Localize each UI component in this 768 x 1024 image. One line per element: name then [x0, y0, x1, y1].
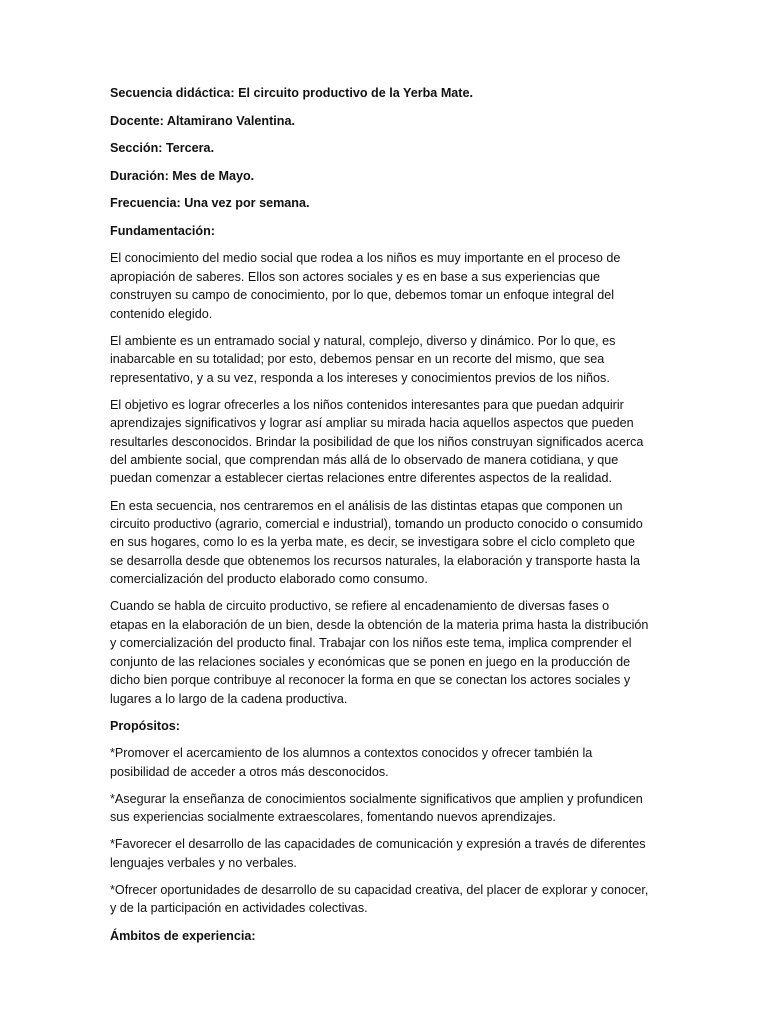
fundamentacion-paragraph-1: El conocimiento del medio social que rodea a los niños es muy importante en el proceso de apropiación de saberes. Ellos son actores sociales y es en base a sus experiencias que construyen su campo de conocimiento, por lo que, debemos tomar un enfoque integral del contenido elegido.	[110, 251, 621, 321]
fundamentacion-paragraph-5: Cuando se habla de circuito productivo, se refiere al encadenamiento de diversas fases o etapas en la elaboración de un bien, desde la obtención de la materia prima hasta la distribución y comercialización del producto final. Trabajar con los niños este tema, implica comprender el conjunto de las relaciones sociales y económicas que se ponen en juego en la producción de dicho bien porque contribuye al reconocer la forma en que se conectan los actores sociales y lugares a lo largo de la cadena productiva.	[110, 599, 649, 706]
section-line: Sección: Tercera.	[110, 141, 215, 156]
fundamentacion-paragraph-3: El objetivo es lograr ofrecerles a los niños contenidos interesantes para que puedan adquirir aprendizajes significativos y lograr así ampliar su mirada hacia aquellos aspectos que pueden resultarles desconocidos. Brindar la posibilidad de que los niños construyan significados acerca del ambiente social, que comprendan más allá de lo observado de manera cotidiana, y que puedan comenzar a establecer ciertas relaciones entre diferentes aspectos de la realidad.	[110, 397, 644, 486]
purpose-item-1: *Promover el acercamiento de los alumnos a contextos conocidos y ofrecer también la posibilidad de acceder a otros más desconocidos.	[110, 746, 593, 779]
purpose-item-2: *Asegurar la enseñanza de conocimientos socialmente significativos que amplien y profundicen sus experiencias socialmente extraescolares, fomentando nuevos aprendizajes.	[110, 791, 643, 825]
purpose-item-3: *Favorecer el desarrollo de las capacidades de comunicación y expresión a través de diferentes lenguajes verbales y no verbales.	[110, 837, 646, 870]
document-page	[110, 84, 650, 954]
fundamentacion-paragraph-4: En esta secuencia, nos centraremos en el análisis de las distintas etapas que componen un circuito productivo (agrario, comercial e industrial), tomando un producto conocido o consumido en sus hogares, como lo es la yerba mate, es decir, se investigara sobre el ciclo completo que se desarrolla desde que obtenemos los recursos naturales, la elaboración y transporte hasta la comercialización del producto elaborado como consumo.	[110, 498, 643, 587]
purpose-item-4: *Ofrecer oportunidades de desarrollo de su capacidad creativa, del placer de explorar y conocer, y de la participación en actividades colectivas.	[110, 882, 649, 916]
frequency-line: Frecuencia: Una vez por semana.	[110, 196, 310, 211]
teacher-line: Docente: Altamirano Valentina.	[110, 113, 295, 128]
ambitos-heading: Ámbitos de experiencia:	[110, 928, 256, 943]
fundamentacion-paragraph-2: El ambiente es un entramado social y natural, complejo, diverso y dinámico. Por lo que, es inabarcable en su totalidad; por esto, debemos pensar en un recorte del mismo, que sea representativo, y a su vez, responda a los intereses y conocimientos previos de los niños.	[110, 333, 616, 385]
document-title: Secuencia didáctica: El circuito productivo de la Yerba Mate.	[110, 86, 474, 100]
duration-line: Duración: Mes de Mayo.	[110, 168, 255, 183]
fundamentacion-heading: Fundamentación:	[110, 223, 215, 238]
propositos-heading: Propósitos:	[110, 718, 180, 733]
